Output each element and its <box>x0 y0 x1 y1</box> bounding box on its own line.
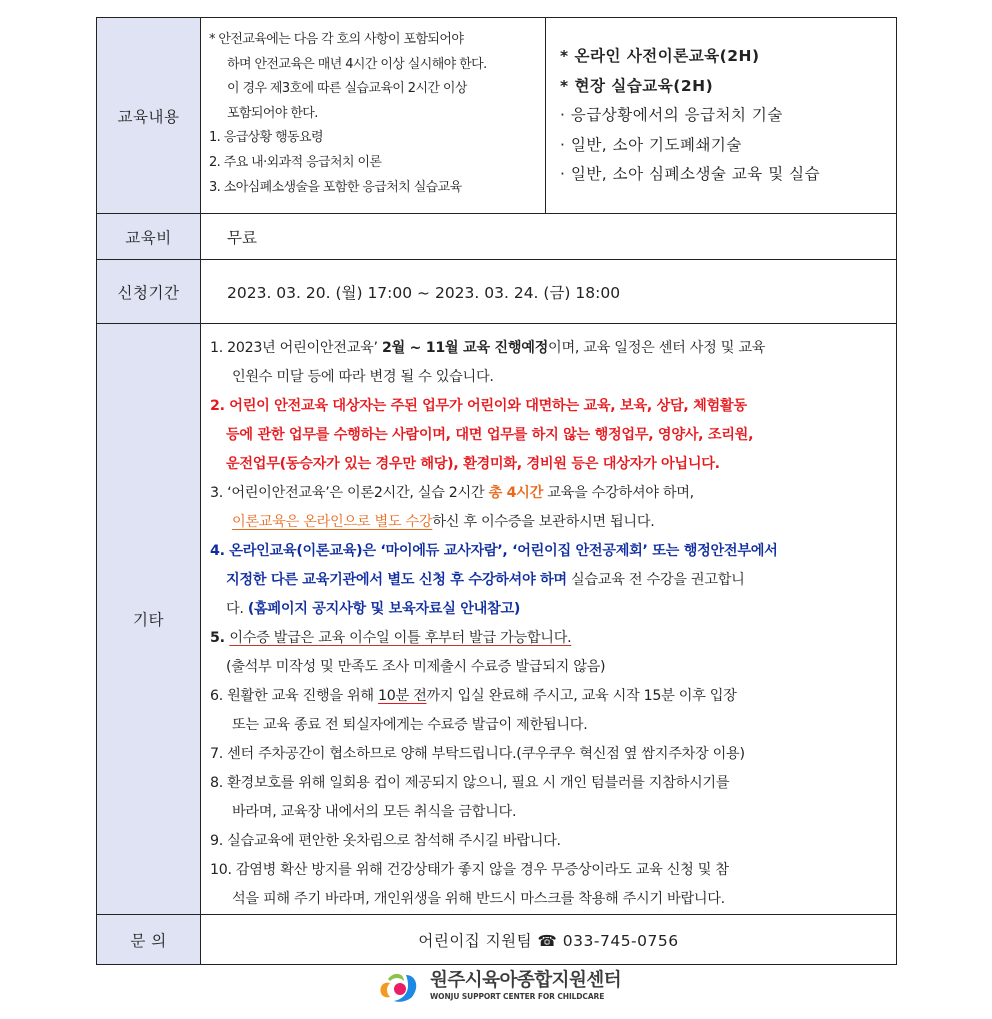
note-8-cont: 바라며, 교육장 내에서의 모든 취식을 금합니다. <box>232 804 517 820</box>
req-item: 2. 주요 내·외과적 응급처치 이론 <box>209 154 382 170</box>
note-2: 2. 어린이 안전교육 대상자는 주된 업무가 어린이와 대면하는 교육, 보육, 상담, 체험활동 <box>210 398 747 414</box>
req-line: * 안전교육에는 다음 각 호의 사항이 포함되어야 <box>209 32 464 47</box>
req-item: 1. 응급상황 행동요령 <box>209 130 323 146</box>
period-value: 2023. 03. 20. (월) 17:00 ~ 2023. 03. 24. (금) 18:00 <box>201 260 897 324</box>
req-item: 3. 소아심폐소생술을 포함한 응급처치 실습교육 <box>209 179 462 195</box>
content-program <box>546 18 896 213</box>
note-4-cont: 지정한 다른 교육기관에서 별도 신청 후 수강하셔야 하며 실습교육 전 수강을 권고합니 <box>226 572 745 588</box>
note-10: 10. 감염병 확산 방지를 위해 건강상태가 좋지 않을 경우 무증상이라도 교육 신청 및 참 <box>210 862 729 878</box>
center-name-english: WONJU SUPPORT CENTER FOR CHILDCARE <box>430 992 605 1001</box>
program-item: · 일반, 소아 기도폐쇄기술 <box>560 135 742 154</box>
note-4: 4. 온라인교육(이론교육)은 ‘마이에듀 교사자람’, ‘어린이집 안전공제회’ 또는 행정안전부에서 <box>210 543 778 559</box>
logo-mark-icon <box>376 967 422 1005</box>
note-2-cont: 운전업무(동승자가 있는 경우만 해당), 환경미화, 경비원 등은 대상자가 아닙니다. <box>226 456 720 472</box>
note-3: 3. ‘어린이안전교육’은 이론2시간, 실습 2시간 총 4시간 교육을 수강하셔야 하며, <box>210 485 694 501</box>
fee-value: 무료 <box>201 214 897 260</box>
contact-value: 어린이집 지원팀 ☎ 033-745-0756 <box>201 915 897 965</box>
note-3-cont: 이론교육은 온라인으로 별도 수강하신 후 이수증을 보관하시면 됩니다. <box>232 514 655 530</box>
note-4-cont: 다. (홈페이지 공지사항 및 보육자료실 안내참고) <box>226 601 521 617</box>
note-8: 8. 환경보호를 위해 일회용 컵이 제공되지 않으니, 필요 시 개인 텀블러를 지참하시기를 <box>210 775 730 791</box>
note-5-cont: (출석부 미작성 및 만족도 조사 미제출시 수료증 발급되지 않음) <box>226 659 606 675</box>
period-label: 신청기간 <box>97 260 201 324</box>
center-logo <box>376 963 636 1009</box>
note-1: 1. 2023년 어린이안전교육’ 2월 ~ 11월 교육 진행예정이며, 교육 일정은 센터 사정 및 교육 <box>210 340 766 356</box>
center-name: 원주시육아종합지원센터 <box>430 970 622 991</box>
fee-label: 교육비 <box>97 214 201 260</box>
req-line: 이 경우 제3호에 따른 실습교육이 2시간 이상 <box>227 81 467 97</box>
note-7: 7. 센터 주차공간이 협소하므로 양해 부탁드립니다.(쿠우쿠우 혁신점 옆 쌈지주차장 이용) <box>210 746 745 762</box>
etc-label: 기타 <box>97 324 201 915</box>
content-label: 교육내용 <box>97 18 201 214</box>
contact-label: 문 의 <box>97 915 201 965</box>
info-table <box>96 17 897 965</box>
program-online: * 온라인 사전이론교육(2H) <box>560 47 760 65</box>
note-5: 5. 이수증 발급은 교육 이수일 이틀 후부터 발급 가능합니다. <box>210 630 572 646</box>
note-6: 6. 원활한 교육 진행을 위해 10분 전까지 입실 완료해 주시고, 교육 시작 15분 이후 입장 <box>210 688 737 704</box>
note-1-cont: 인원수 미달 등에 따라 변경 될 수 있습니다. <box>232 369 494 385</box>
program-item: · 일반, 소아 심폐소생술 교육 및 실습 <box>560 165 821 183</box>
content-cell <box>201 18 897 214</box>
etc-notes <box>201 324 897 915</box>
logo-text <box>430 970 621 1002</box>
req-line: 포함되어야 한다. <box>227 105 318 121</box>
program-onsite: * 현장 실습교육(2H) <box>560 76 714 95</box>
content-requirements <box>201 18 546 213</box>
note-10-cont: 석을 피해 주기 바라며, 개인위생을 위해 반드시 마스크를 착용해 주시기 바랍니다. <box>232 891 725 907</box>
req-line: 하며 안전교육은 매년 4시간 이상 실시해야 한다. <box>227 56 487 72</box>
note-2-cont: 등에 관한 업무를 수행하는 사람이며, 대면 업무를 하지 않는 행정업무, 영양사, 조리원, <box>226 427 754 443</box>
note-9: 9. 실습교육에 편안한 옷차림으로 참석해 주시길 바랍니다. <box>210 833 561 849</box>
note-6-cont: 또는 교육 종료 전 퇴실자에게는 수료증 발급이 제한됩니다. <box>232 717 588 733</box>
program-item: · 응급상황에서의 응급처치 기술 <box>560 106 783 124</box>
